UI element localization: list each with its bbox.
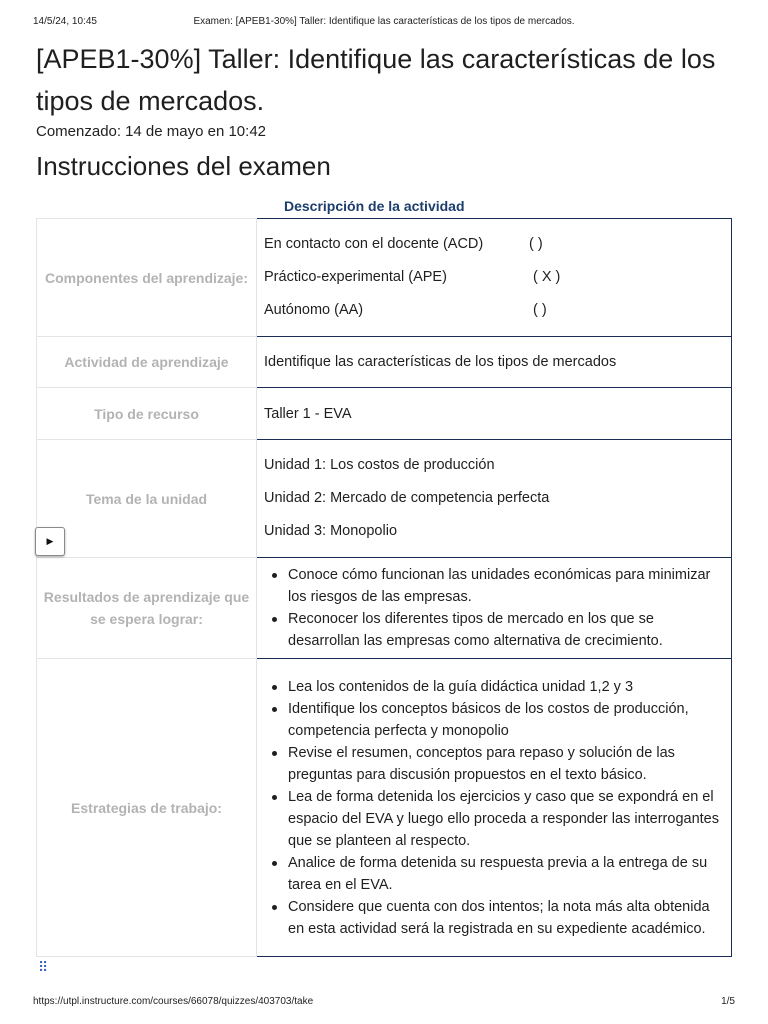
print-date: 14/5/24, 10:45	[33, 16, 97, 27]
component-mark: ( )	[533, 302, 547, 318]
list-item: Analice de forma detenida su respuesta previa a la entrega de su tarea en el EVA.	[288, 852, 724, 896]
component-mark: ( X )	[533, 269, 561, 285]
list-item: Lea los contenidos de la guía didáctica unidad 1,2 y 3	[288, 676, 724, 698]
table-row-work-strategies	[37, 659, 732, 957]
activity-table	[36, 218, 732, 957]
table-row-resource-type	[37, 388, 732, 440]
print-url: https://utpl.instructure.com/courses/66078/quizzes/403703/take	[33, 996, 314, 1007]
component-text: Práctico-experimental (APE)	[264, 269, 447, 285]
drag-handle-icon[interactable]: ⠿	[38, 959, 49, 975]
component-item-acd	[264, 228, 724, 261]
resource-type-value: Taller 1 - EVA	[257, 388, 732, 440]
work-strategies-label: Estrategias de trabajo:	[37, 659, 257, 957]
quiz-started	[36, 123, 266, 140]
print-header	[33, 16, 735, 30]
work-strategies-value	[257, 659, 732, 957]
resource-type-label: Tipo de recurso	[37, 388, 257, 440]
print-document-title: Examen: [APEB1-30%] Taller: Identifique las características de los tipos de mercados.	[193, 16, 575, 27]
instructions-heading: Instrucciones del examen	[36, 151, 331, 181]
list-item: Lea de forma detenida los ejercicios y caso que se expondrá en el espacio del EVA y luego ello proceda a responder las interrogantes que se planteen al respecto.	[288, 786, 724, 852]
list-item: Revise el resumen, conceptos para repaso y solución de las preguntas para discusión propuestos en el texto básico.	[288, 742, 724, 786]
expected-results-list	[264, 564, 724, 652]
play-triangle-icon: ▶	[46, 536, 54, 546]
list-item: Conoce cómo funcionan las unidades económicas para minimizar los riesgos de las empresas.	[288, 564, 724, 608]
unit-item: Unidad 3: Monopolio	[264, 523, 398, 539]
list-item: Reconocer los diferentes tipos de mercado en los que se desarrollan las empresas como alternativa de crecimiento.	[288, 608, 724, 652]
component-item-aa	[264, 294, 724, 327]
expected-results-label: Resultados de aprendizaje que se espera lograr:	[37, 558, 257, 659]
component-mark: ( )	[529, 236, 543, 252]
unit-topic-value	[257, 440, 732, 558]
component-text: En contacto con el docente (ACD)	[264, 236, 484, 252]
table-row-learning-activity	[37, 337, 732, 388]
components-value	[257, 219, 732, 337]
play-button[interactable]	[35, 527, 65, 556]
work-strategies-list	[264, 676, 724, 940]
components-label: Componentes del aprendizaje:	[37, 219, 257, 337]
list-item: Considere que cuenta con dos intentos; la nota más alta obtenida en esta actividad será la registrada en su expediente académico.	[288, 896, 724, 940]
started-label: Comenzado:	[36, 123, 122, 140]
activity-description-heading: Descripción de la actividad	[284, 198, 465, 214]
expected-results-value	[257, 558, 732, 659]
component-text: Autónomo (AA)	[264, 302, 364, 318]
unit-item: Unidad 2: Mercado de competencia perfecta	[264, 490, 550, 506]
list-item: Identifique los conceptos básicos de los costos de producción, competencia perfecta y monopolio	[288, 698, 724, 742]
quiz-title: [APEB1-30%] Taller: Identifique las características de los tipos de mercados.	[36, 44, 716, 116]
print-page-number: 1/5	[721, 996, 735, 1007]
table-row-expected-results	[37, 558, 732, 659]
learning-activity-label: Actividad de aprendizaje	[37, 337, 257, 388]
table-row-components	[37, 219, 732, 337]
unit-topic-label: Tema de la unidad	[37, 440, 257, 558]
component-item-ape	[264, 261, 724, 294]
unit-item: Unidad 1: Los costos de producción	[264, 457, 495, 473]
table-row-unit-topic	[37, 440, 732, 558]
started-value: 14 de mayo en 10:42	[125, 123, 267, 140]
learning-activity-value: Identifique las características de los tipos de mercados	[257, 337, 732, 388]
